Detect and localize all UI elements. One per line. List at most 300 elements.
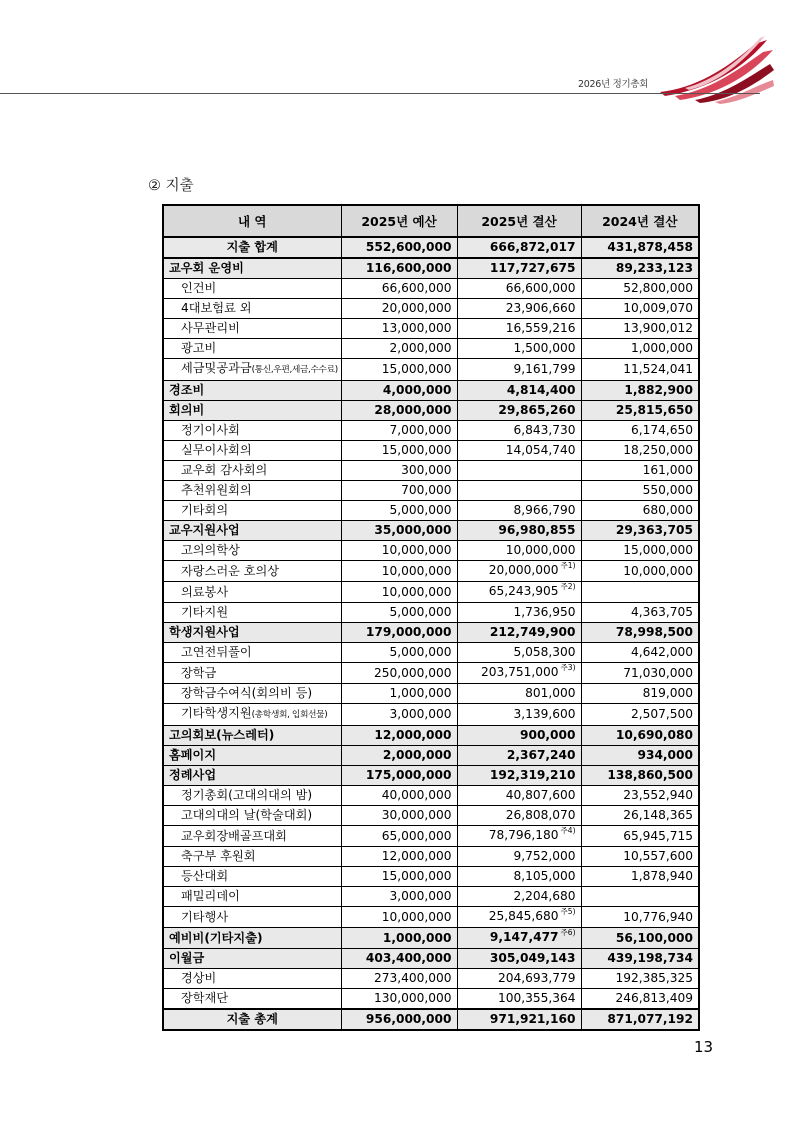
- actual-2024-cell: [581, 928, 699, 949]
- table-row: [163, 1009, 699, 1030]
- budget-2025-cell: [341, 237, 457, 258]
- table-row: [163, 766, 699, 786]
- cell-value: 6,843,730: [513, 423, 576, 437]
- actual-2025-cell: [457, 786, 581, 806]
- row-label-cell: [163, 319, 341, 339]
- actual-2024-cell: [581, 501, 699, 521]
- cell-value: 552,600,000: [365, 240, 452, 254]
- budget-2025-cell: [341, 521, 457, 541]
- actual-2025-cell: [457, 989, 581, 1010]
- actual-2024-cell: [581, 989, 699, 1010]
- cell-value: 29,865,260: [498, 403, 576, 417]
- row-label-cell: [163, 786, 341, 806]
- cell-value: 203,751,000: [481, 665, 559, 679]
- actual-2024-cell: [581, 766, 699, 786]
- cell-value: 116,600,000: [365, 261, 452, 275]
- table-row: [163, 949, 699, 969]
- actual-2024-cell: [581, 746, 699, 766]
- actual-2024-cell: [581, 806, 699, 826]
- table-row: [163, 501, 699, 521]
- row-label: 장학금: [181, 665, 217, 680]
- actual-2025-cell: [457, 441, 581, 461]
- cell-value: 10,000,000: [381, 543, 452, 557]
- budget-2025-cell: [341, 501, 457, 521]
- col-header-budget-2025: 2025년 예산: [341, 205, 457, 237]
- actual-2025-cell: [457, 623, 581, 643]
- cell-value: 2,507,500: [630, 707, 693, 721]
- actual-2025-cell: [457, 887, 581, 907]
- row-label-cell: [163, 603, 341, 623]
- budget-2025-cell: [341, 381, 457, 401]
- cell-value: 23,906,660: [505, 301, 576, 315]
- actual-2025-cell: [457, 481, 581, 501]
- cell-value: 56,100,000: [615, 930, 693, 945]
- row-label-cell: [163, 501, 341, 521]
- cell-value: 179,000,000: [365, 625, 452, 639]
- row-label-cell: [163, 381, 341, 401]
- cell-value: 1,736,950: [513, 605, 576, 619]
- actual-2024-cell: [581, 279, 699, 299]
- actual-2025-cell: [457, 461, 581, 481]
- actual-2024-cell: [581, 969, 699, 989]
- actual-2025-cell: [457, 766, 581, 786]
- cell-value: 1,882,900: [624, 383, 693, 397]
- cell-value: 204,693,779: [497, 971, 576, 985]
- table-row: [163, 704, 699, 726]
- cell-value: 3,000,000: [389, 889, 452, 903]
- row-label-cell: [163, 949, 341, 969]
- cell-value: 4,363,705: [630, 605, 693, 619]
- budget-2025-cell: [341, 949, 457, 969]
- budget-2025-cell: [341, 684, 457, 704]
- cell-value: 25,845,680: [488, 909, 559, 923]
- actual-2025-cell: [457, 949, 581, 969]
- row-label: 고연전뒤풀이: [181, 645, 252, 659]
- row-label-cell: [163, 746, 341, 766]
- cell-value: 550,000: [642, 483, 693, 497]
- budget-2025-cell: [341, 847, 457, 867]
- actual-2024-cell: [581, 421, 699, 441]
- actual-2025-cell: [457, 521, 581, 541]
- row-label-cell: [163, 279, 341, 299]
- cell-value: 403,400,000: [365, 951, 452, 965]
- cell-value: 273,400,000: [373, 971, 452, 985]
- row-label: 고의의학상: [181, 543, 240, 557]
- row-label-cell: [163, 867, 341, 887]
- cell-value: 1,000,000: [389, 686, 452, 700]
- row-label-cell: [163, 766, 341, 786]
- row-label-cell: [163, 623, 341, 643]
- table-row: [163, 582, 699, 603]
- table-row: [163, 806, 699, 826]
- budget-2025-cell: [341, 887, 457, 907]
- cell-value: 666,872,017: [489, 240, 576, 254]
- cell-value: 1,000,000: [630, 341, 693, 355]
- cell-value: 175,000,000: [365, 768, 452, 782]
- cell-value: 161,000: [642, 463, 693, 477]
- cell-value: 9,147,477: [489, 930, 559, 944]
- row-label-cell: [163, 663, 341, 684]
- table-row: [163, 623, 699, 643]
- actual-2025-cell: [457, 847, 581, 867]
- budget-2025-cell: [341, 704, 457, 726]
- section-title: ② 지출: [148, 178, 194, 194]
- table-row: [163, 847, 699, 867]
- row-label: 추천위원회의: [181, 483, 252, 497]
- table-row: [163, 441, 699, 461]
- cell-value: 10,000,000: [381, 563, 452, 578]
- actual-2025-cell: [457, 928, 581, 949]
- actual-2024-cell: [581, 643, 699, 663]
- actual-2025-cell: [457, 704, 581, 726]
- cell-value: 900,000: [519, 728, 576, 742]
- cell-value: 78,998,500: [615, 625, 693, 639]
- actual-2025-cell: [457, 969, 581, 989]
- row-label: 세금및공과금: [181, 361, 252, 375]
- table-row: [163, 826, 699, 847]
- table-row: [163, 663, 699, 684]
- table-row: [163, 561, 699, 582]
- table-row: [163, 359, 699, 381]
- budget-2025-cell: [341, 421, 457, 441]
- row-label: 자랑스러운 호의상: [181, 563, 280, 578]
- row-label: 기타행사: [181, 909, 229, 924]
- actual-2024-cell: [581, 786, 699, 806]
- row-label-cell: [163, 237, 341, 258]
- row-label: 고대의대의 날(학술대회): [181, 808, 313, 822]
- table-row: [163, 867, 699, 887]
- actual-2025-cell: [457, 319, 581, 339]
- cell-value: 66,600,000: [505, 281, 576, 295]
- cell-value: 2,000,000: [382, 748, 452, 762]
- row-label: 지출 합계: [226, 240, 278, 254]
- row-label-cell: [163, 359, 341, 381]
- table-row: [163, 928, 699, 949]
- row-label: 이월금: [169, 951, 205, 965]
- row-label-cell: [163, 887, 341, 907]
- budget-2025-cell: [341, 726, 457, 746]
- cell-value: 14,054,740: [505, 443, 576, 457]
- actual-2024-cell: [581, 481, 699, 501]
- cell-value: 3,139,600: [513, 707, 576, 721]
- cell-value: 10,009,070: [623, 301, 693, 315]
- table-row: [163, 401, 699, 421]
- row-label: 교우지원사업: [169, 523, 240, 537]
- actual-2024-cell: [581, 704, 699, 726]
- cell-value: 89,233,123: [615, 261, 693, 275]
- actual-2024-cell: [581, 441, 699, 461]
- cell-value: 117,727,675: [489, 261, 576, 275]
- actual-2024-cell: [581, 949, 699, 969]
- cell-value: 5,000,000: [389, 645, 452, 659]
- row-label-cell: [163, 299, 341, 319]
- cell-value: 130,000,000: [373, 991, 452, 1005]
- budget-2025-cell: [341, 481, 457, 501]
- actual-2024-cell: [581, 521, 699, 541]
- row-label: 패밀리데이: [181, 889, 240, 903]
- row-label-cell: [163, 461, 341, 481]
- budget-2025-cell: [341, 969, 457, 989]
- cell-value: 12,000,000: [374, 728, 452, 742]
- row-label: 고의회보(뉴스레터): [169, 728, 275, 742]
- row-label-cell: [163, 339, 341, 359]
- cell-value: 871,077,192: [607, 1012, 693, 1026]
- cell-value: 819,000: [642, 686, 693, 700]
- actual-2024-cell: [581, 603, 699, 623]
- budget-2025-cell: [341, 359, 457, 381]
- cell-value: 71,030,000: [623, 665, 693, 680]
- cell-value: 65,243,905: [488, 584, 559, 598]
- row-label-cell: [163, 521, 341, 541]
- table-row: [163, 887, 699, 907]
- table-row: [163, 237, 699, 258]
- cell-value: 305,049,143: [489, 951, 576, 965]
- row-label: 지출 총계: [226, 1012, 278, 1026]
- cell-value: 35,000,000: [374, 523, 452, 537]
- actual-2025-cell: [457, 907, 581, 928]
- cell-value: 65,000,000: [381, 828, 452, 843]
- row-label-cell: [163, 928, 341, 949]
- actual-2025-cell: [457, 279, 581, 299]
- row-label: 광고비: [181, 341, 217, 355]
- row-label: 기타지원: [181, 605, 229, 619]
- cell-value: 2,000,000: [389, 341, 452, 355]
- cell-value: 15,000,000: [381, 869, 452, 883]
- actual-2024-cell: [581, 258, 699, 279]
- actual-2025-cell: [457, 603, 581, 623]
- actual-2024-cell: [581, 887, 699, 907]
- cell-value: 11,524,041: [623, 362, 693, 376]
- table-row: [163, 319, 699, 339]
- budget-2025-cell: [341, 541, 457, 561]
- page-number: 13: [694, 1038, 714, 1056]
- actual-2024-cell: [581, 684, 699, 704]
- budget-2025-cell: [341, 401, 457, 421]
- row-label-cell: [163, 421, 341, 441]
- cell-value: 8,966,790: [513, 503, 576, 517]
- budget-2025-cell: [341, 441, 457, 461]
- actual-2025-cell: [457, 359, 581, 381]
- row-label-note: (총학생회, 입회선물): [251, 710, 328, 720]
- actual-2024-cell: [581, 561, 699, 582]
- row-label-cell: [163, 401, 341, 421]
- actual-2024-cell: [581, 663, 699, 684]
- col-header-item: 내 역: [163, 205, 341, 237]
- footnote-marker: 주2): [560, 582, 576, 591]
- budget-2025-cell: [341, 623, 457, 643]
- cell-value: 3,000,000: [389, 707, 452, 721]
- cell-value: 100,355,364: [497, 991, 576, 1005]
- budget-2025-cell: [341, 582, 457, 603]
- budget-2025-cell: [341, 461, 457, 481]
- cell-value: 10,557,600: [623, 849, 693, 863]
- row-label-cell: [163, 541, 341, 561]
- cell-value: 956,000,000: [365, 1012, 452, 1026]
- cell-value: 439,198,734: [607, 951, 693, 965]
- budget-2025-cell: [341, 907, 457, 928]
- col-header-actual-2024: 2024년 결산: [581, 205, 699, 237]
- table-row: [163, 786, 699, 806]
- cell-value: 1,500,000: [513, 341, 576, 355]
- cell-value: 192,319,210: [489, 768, 576, 782]
- row-label: 홈페이지: [169, 748, 217, 762]
- cell-value: 15,000,000: [623, 543, 693, 557]
- actual-2024-cell: [581, 319, 699, 339]
- actual-2025-cell: [457, 663, 581, 684]
- header-divider: [0, 93, 760, 94]
- cell-value: 1,000,000: [382, 930, 452, 945]
- actual-2025-cell: [457, 541, 581, 561]
- actual-2025-cell: [457, 421, 581, 441]
- cell-value: 5,000,000: [389, 503, 452, 517]
- row-label-cell: [163, 989, 341, 1010]
- row-label: 축구부 후원회: [181, 849, 256, 863]
- cell-value: 28,000,000: [374, 403, 452, 417]
- row-label-cell: [163, 907, 341, 928]
- cell-value: 25,815,650: [615, 403, 693, 417]
- row-label-cell: [163, 1009, 341, 1030]
- actual-2024-cell: [581, 359, 699, 381]
- table-row: [163, 279, 699, 299]
- row-label: 정기이사회: [181, 423, 240, 437]
- budget-2025-cell: [341, 299, 457, 319]
- cell-value: 78,796,180: [488, 828, 559, 842]
- budget-2025-cell: [341, 786, 457, 806]
- cell-value: 10,776,940: [623, 909, 693, 924]
- actual-2025-cell: [457, 561, 581, 582]
- row-label-cell: [163, 441, 341, 461]
- row-label: 교우회장배골프대회: [181, 828, 287, 843]
- actual-2024-cell: [581, 299, 699, 319]
- cell-value: 40,000,000: [381, 788, 452, 802]
- cell-value: 16,559,216: [505, 321, 576, 335]
- row-label-cell: [163, 806, 341, 826]
- cell-value: 4,000,000: [382, 383, 452, 397]
- budget-2025-cell: [341, 643, 457, 663]
- cell-value: 23,552,940: [623, 788, 693, 802]
- cell-value: 26,148,365: [623, 808, 693, 822]
- row-label: 회의비: [169, 403, 205, 417]
- row-label-cell: [163, 969, 341, 989]
- actual-2024-cell: [581, 381, 699, 401]
- cell-value: 7,000,000: [389, 423, 452, 437]
- footnote-marker: 주6): [560, 928, 576, 937]
- budget-2025-cell: [341, 663, 457, 684]
- cell-value: 801,000: [525, 686, 576, 700]
- row-label-cell: [163, 582, 341, 603]
- actual-2024-cell: [581, 401, 699, 421]
- row-label-cell: [163, 684, 341, 704]
- row-label-cell: [163, 643, 341, 663]
- row-label: 기타회의: [181, 503, 229, 517]
- cell-value: 20,000,000: [381, 301, 452, 315]
- row-label-cell: [163, 258, 341, 279]
- header-title: 2026년 정기총회: [578, 79, 649, 90]
- actual-2025-cell: [457, 1009, 581, 1030]
- table-row: [163, 541, 699, 561]
- cell-value: 9,752,000: [513, 849, 576, 863]
- actual-2024-cell: [581, 237, 699, 258]
- row-label: 교우회 감사회의: [181, 463, 268, 477]
- cell-value: 680,000: [642, 503, 693, 517]
- row-label-cell: [163, 704, 341, 726]
- row-label-cell: [163, 481, 341, 501]
- cell-value: 18,250,000: [623, 443, 693, 457]
- cell-value: 212,749,900: [489, 625, 576, 639]
- footnote-marker: 주1): [560, 561, 576, 570]
- actual-2025-cell: [457, 237, 581, 258]
- footnote-marker: 주3): [560, 663, 576, 672]
- actual-2025-cell: [457, 381, 581, 401]
- table-row: [163, 481, 699, 501]
- table-row: [163, 421, 699, 441]
- budget-2025-cell: [341, 561, 457, 582]
- cell-value: 9,161,799: [513, 362, 576, 376]
- cell-value: 6,174,650: [630, 423, 693, 437]
- budget-2025-cell: [341, 319, 457, 339]
- actual-2024-cell: [581, 623, 699, 643]
- row-label: 장학재단: [181, 991, 229, 1005]
- cell-value: 250,000,000: [373, 665, 452, 680]
- table-row: [163, 258, 699, 279]
- cell-value: 15,000,000: [381, 362, 452, 376]
- footnote-marker: 주5): [560, 907, 576, 916]
- row-label: 장학금수여식(회의비 등): [181, 686, 313, 700]
- cell-value: 15,000,000: [381, 443, 452, 457]
- row-label: 기타학생지원: [181, 706, 252, 720]
- row-label: 실무이사회의: [181, 443, 252, 457]
- footnote-marker: 주4): [560, 826, 576, 835]
- actual-2025-cell: [457, 258, 581, 279]
- actual-2025-cell: [457, 339, 581, 359]
- row-label-cell: [163, 726, 341, 746]
- row-label: 인건비: [181, 281, 217, 295]
- row-label: 교우회 운영비: [169, 261, 244, 275]
- cell-value: 8,105,000: [513, 869, 576, 883]
- cell-value: 10,000,000: [623, 563, 693, 578]
- budget-2025-cell: [341, 279, 457, 299]
- actual-2024-cell: [581, 826, 699, 847]
- actual-2024-cell: [581, 867, 699, 887]
- cell-value: 10,000,000: [505, 543, 576, 557]
- table-row: [163, 746, 699, 766]
- actual-2025-cell: [457, 582, 581, 603]
- actual-2024-cell: [581, 726, 699, 746]
- actual-2024-cell: [581, 582, 699, 603]
- actual-2025-cell: [457, 684, 581, 704]
- cell-value: 96,980,855: [498, 523, 576, 537]
- cell-value: 26,808,070: [505, 808, 576, 822]
- actual-2025-cell: [457, 501, 581, 521]
- cell-value: 10,690,080: [615, 728, 693, 742]
- expense-table: [162, 204, 700, 1031]
- row-label: 경조비: [169, 383, 205, 397]
- row-label-cell: [163, 847, 341, 867]
- actual-2024-cell: [581, 461, 699, 481]
- row-label: 학생지원사업: [169, 625, 240, 639]
- cell-value: 246,813,409: [615, 991, 693, 1005]
- cell-value: 10,000,000: [381, 584, 452, 599]
- cell-value: 5,058,300: [513, 645, 576, 659]
- table-row: [163, 299, 699, 319]
- row-label: 등산대회: [181, 869, 229, 883]
- cell-value: 29,363,705: [615, 523, 693, 537]
- cell-value: 12,000,000: [381, 849, 452, 863]
- budget-2025-cell: [341, 603, 457, 623]
- actual-2024-cell: [581, 847, 699, 867]
- actual-2025-cell: [457, 401, 581, 421]
- row-label: 정기총회(고대의대의 밤): [181, 788, 313, 802]
